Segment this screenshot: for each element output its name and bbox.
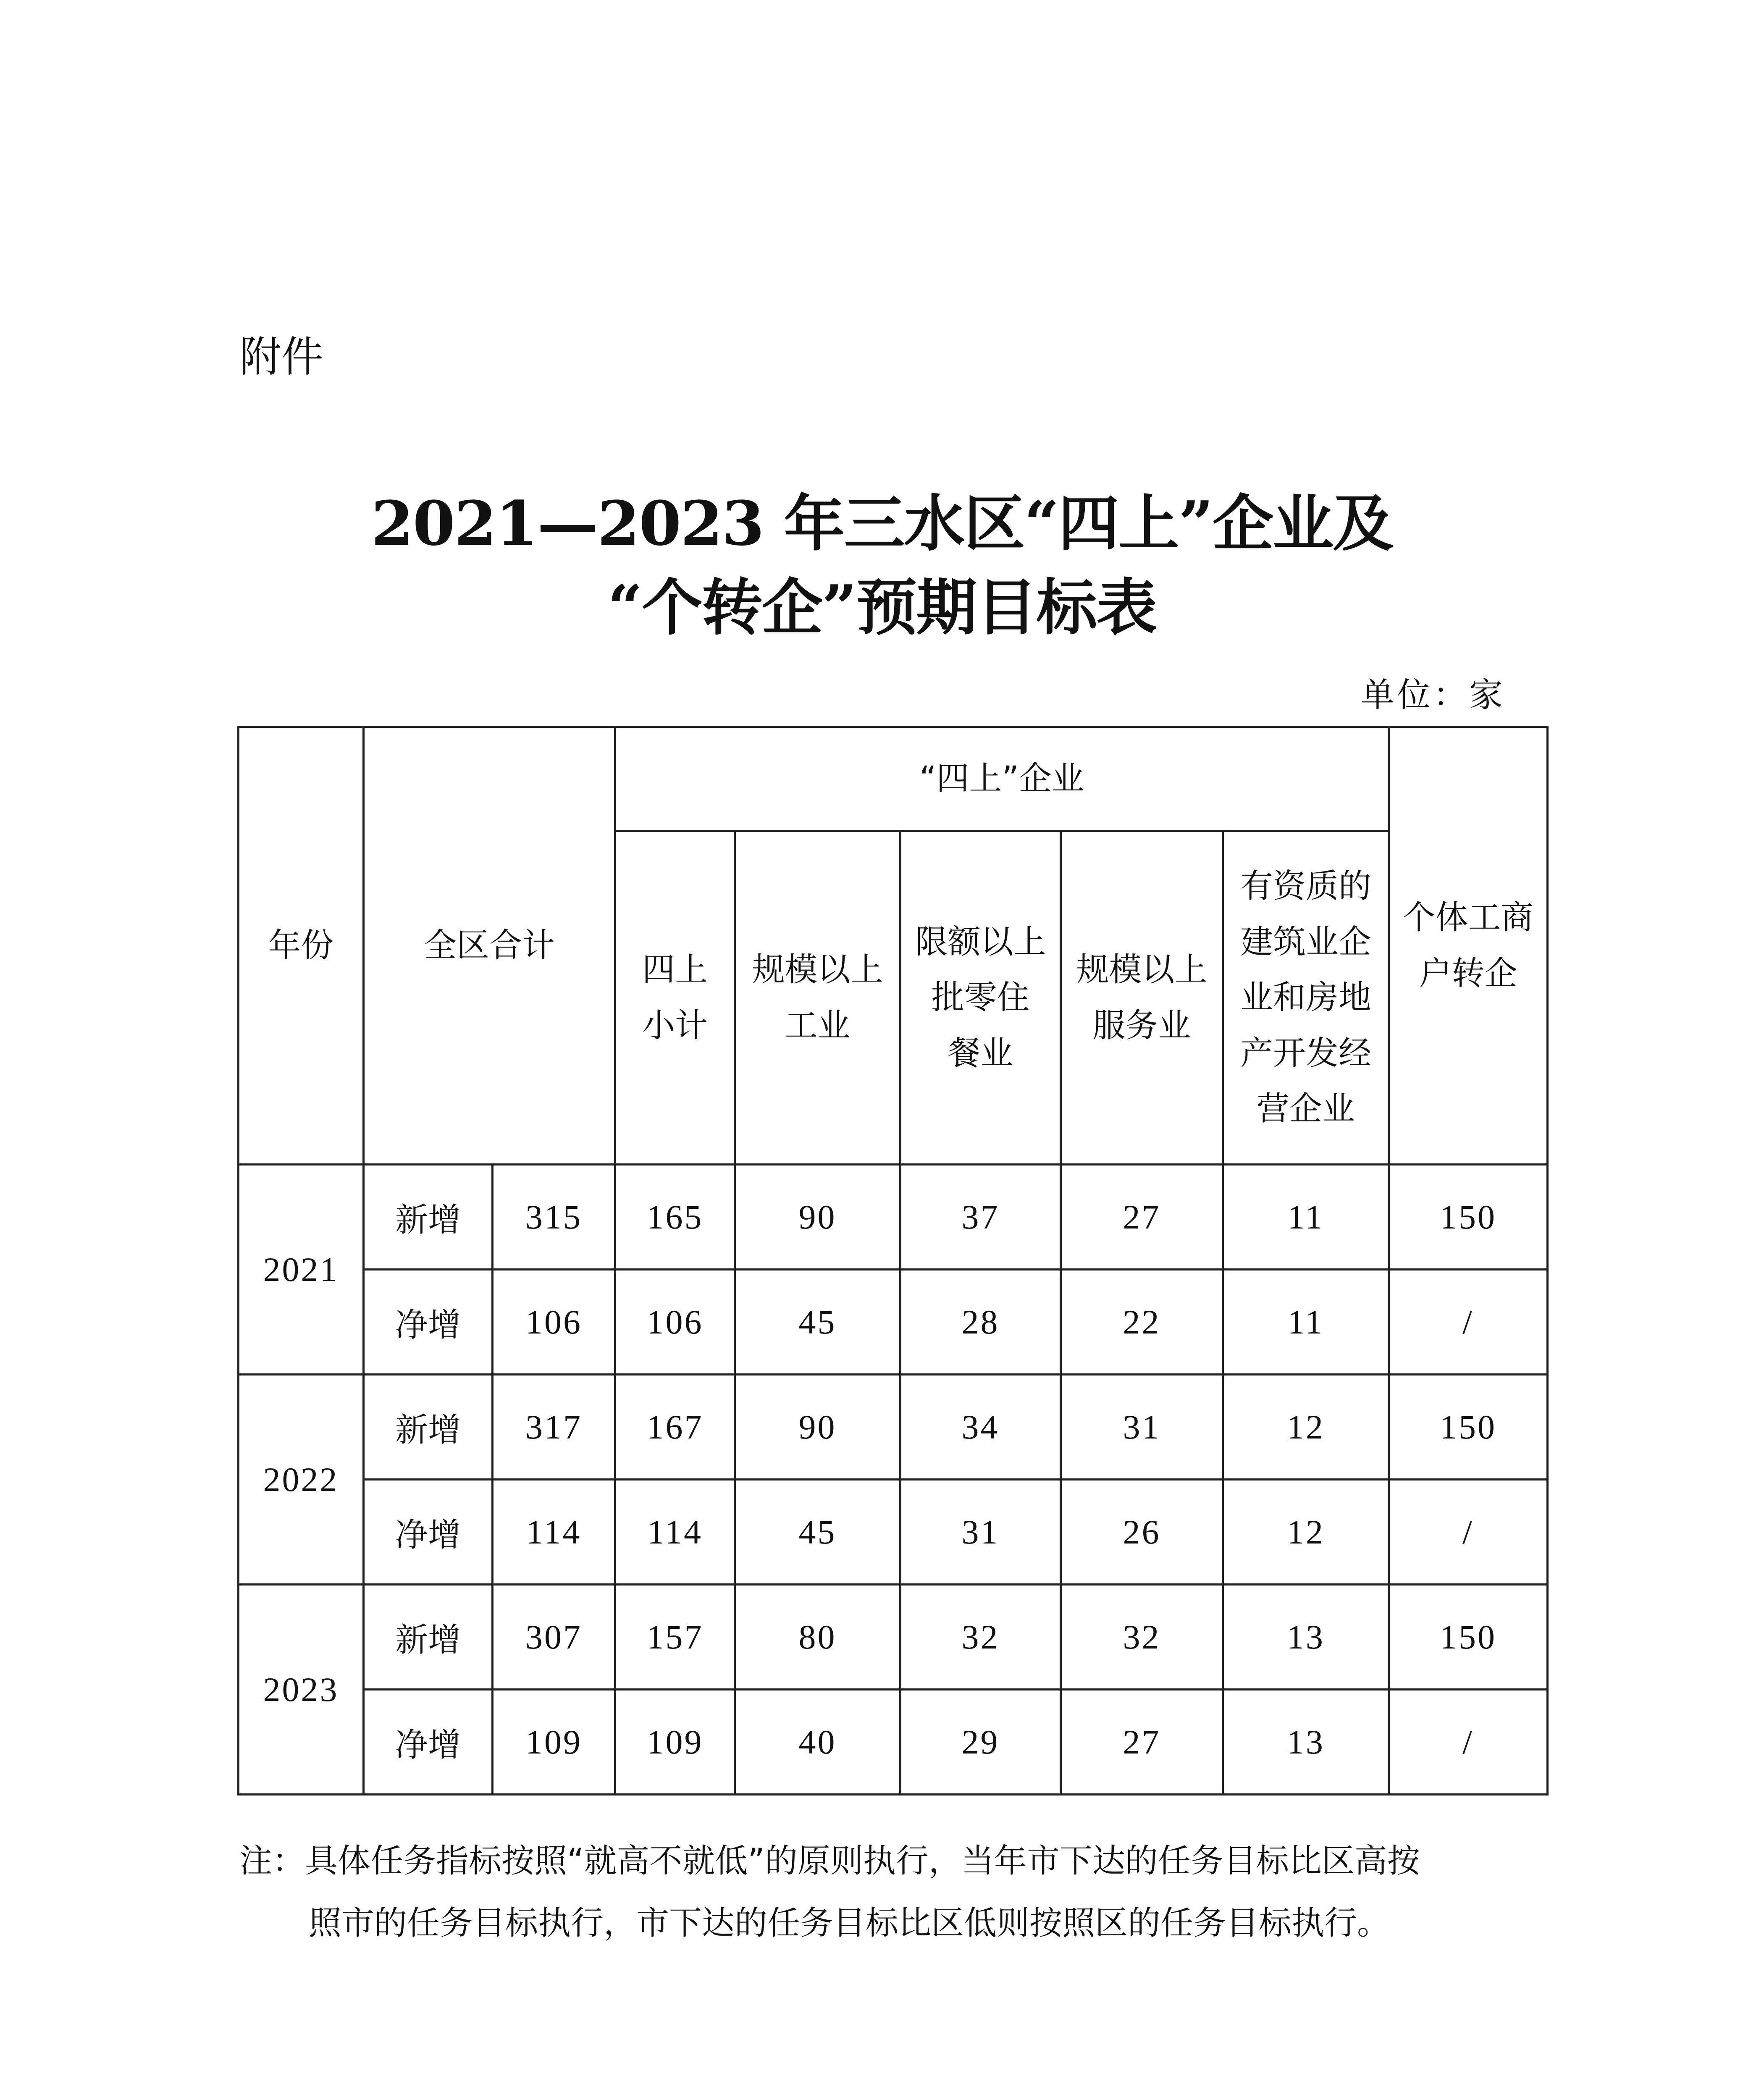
- year-cell: 2022: [239, 1375, 364, 1585]
- value-cell: 31: [900, 1480, 1061, 1585]
- value-cell: 40: [735, 1690, 900, 1795]
- value-cell: 34: [900, 1375, 1061, 1480]
- value-cell: 167: [615, 1375, 735, 1480]
- row-type-cell: 净增: [364, 1690, 493, 1795]
- value-cell: /: [1389, 1480, 1548, 1585]
- value-cell: 11: [1223, 1270, 1389, 1375]
- value-cell: 37: [900, 1165, 1061, 1270]
- year-cell: 2023: [239, 1585, 364, 1795]
- header-services: [1061, 831, 1223, 1165]
- row-type-cell: 新增: [364, 1585, 493, 1690]
- value-cell: 106: [615, 1270, 735, 1375]
- header-individual-line-1: 个体工商: [1402, 898, 1534, 937]
- note-line-1: 注：具体任务指标按照“就高不就低”的原则执行，当年市下达的任务目标比区高按: [239, 1842, 1420, 1880]
- value-cell: 11: [1223, 1165, 1389, 1270]
- year-cell: 2021: [239, 1165, 364, 1375]
- value-cell: 150: [1389, 1375, 1548, 1480]
- value-cell: /: [1389, 1270, 1548, 1375]
- header-construction-line-4: 产开发经: [1240, 1034, 1372, 1072]
- table-row: [239, 1270, 1548, 1375]
- header-individual-to-enterprise: [1389, 727, 1548, 1165]
- value-cell: 315: [493, 1165, 615, 1270]
- value-cell: 114: [493, 1480, 615, 1585]
- table-row: [239, 1585, 1548, 1690]
- value-cell: 150: [1389, 1165, 1548, 1270]
- header-services-line-1: 规模以上: [1076, 950, 1208, 989]
- header-wholesale-retail: [900, 831, 1061, 1165]
- header-subtotal: [615, 831, 735, 1165]
- value-cell: 317: [493, 1375, 615, 1480]
- header-industry-line-1: 规模以上: [752, 950, 883, 989]
- header-construction-line-2: 建筑业企: [1240, 923, 1372, 961]
- row-type-cell: 新增: [364, 1165, 493, 1270]
- header-construction-real-estate: [1223, 831, 1389, 1165]
- table-row: [239, 1480, 1548, 1585]
- value-cell: 109: [493, 1690, 615, 1795]
- header-individual-line-2: 户转企: [1419, 954, 1517, 992]
- unit-label: 单位：家: [1361, 675, 1505, 714]
- header-wholesale-line-2: 批零住: [931, 979, 1030, 1017]
- value-cell: 13: [1223, 1690, 1389, 1795]
- value-cell: 27: [1061, 1165, 1223, 1270]
- header-sishang-enterprises: “四上”企业: [615, 727, 1389, 831]
- attachment-label: 附件: [239, 332, 323, 381]
- table-row: [239, 1165, 1548, 1270]
- target-table: [237, 726, 1549, 1796]
- value-cell: 165: [615, 1165, 735, 1270]
- value-cell: 22: [1061, 1270, 1223, 1375]
- document-title-line-1: 2021—2023 年三水区“四上”企业及: [371, 488, 1393, 559]
- table-row: [239, 1375, 1548, 1480]
- document-title-line-2: “个转企”预期目标表: [607, 572, 1157, 643]
- value-cell: 114: [615, 1480, 735, 1585]
- row-type-cell: 净增: [364, 1270, 493, 1375]
- row-type-cell: 净增: [364, 1480, 493, 1585]
- value-cell: 45: [735, 1480, 900, 1585]
- header-services-line-2: 服务业: [1092, 1006, 1191, 1045]
- header-wholesale-line-3: 餐业: [948, 1034, 1013, 1072]
- value-cell: 90: [735, 1375, 900, 1480]
- value-cell: 80: [735, 1585, 900, 1690]
- value-cell: 13: [1223, 1585, 1389, 1690]
- note-line-2: 照市的任务目标执行，市下达的任务目标比区低则按照区的任务目标执行。: [309, 1904, 1390, 1942]
- header-construction-line-5: 营企业: [1257, 1090, 1355, 1128]
- header-wholesale-line-1: 限额以上: [915, 923, 1046, 961]
- value-cell: 32: [900, 1585, 1061, 1690]
- value-cell: /: [1389, 1690, 1548, 1795]
- value-cell: 29: [900, 1690, 1061, 1795]
- value-cell: 31: [1061, 1375, 1223, 1480]
- table-row: [239, 1690, 1548, 1795]
- value-cell: 27: [1061, 1690, 1223, 1795]
- value-cell: 28: [900, 1270, 1061, 1375]
- header-subtotal-line-1: 四上: [642, 950, 708, 989]
- value-cell: 26: [1061, 1480, 1223, 1585]
- value-cell: 90: [735, 1165, 900, 1270]
- header-industry-line-2: 工业: [785, 1006, 850, 1045]
- header-total: 全区合计: [364, 727, 615, 1165]
- header-construction-line-3: 业和房地: [1240, 979, 1372, 1017]
- value-cell: 12: [1223, 1480, 1389, 1585]
- header-subtotal-line-2: 小计: [642, 1006, 708, 1045]
- value-cell: 45: [735, 1270, 900, 1375]
- value-cell: 12: [1223, 1375, 1389, 1480]
- value-cell: 109: [615, 1690, 735, 1795]
- header-industry: [735, 831, 900, 1165]
- value-cell: 307: [493, 1585, 615, 1690]
- row-type-cell: 新增: [364, 1375, 493, 1480]
- header-construction-line-1: 有资质的: [1240, 867, 1372, 906]
- value-cell: 150: [1389, 1585, 1548, 1690]
- header-year: 年份: [239, 727, 364, 1165]
- value-cell: 157: [615, 1585, 735, 1690]
- value-cell: 106: [493, 1270, 615, 1375]
- value-cell: 32: [1061, 1585, 1223, 1690]
